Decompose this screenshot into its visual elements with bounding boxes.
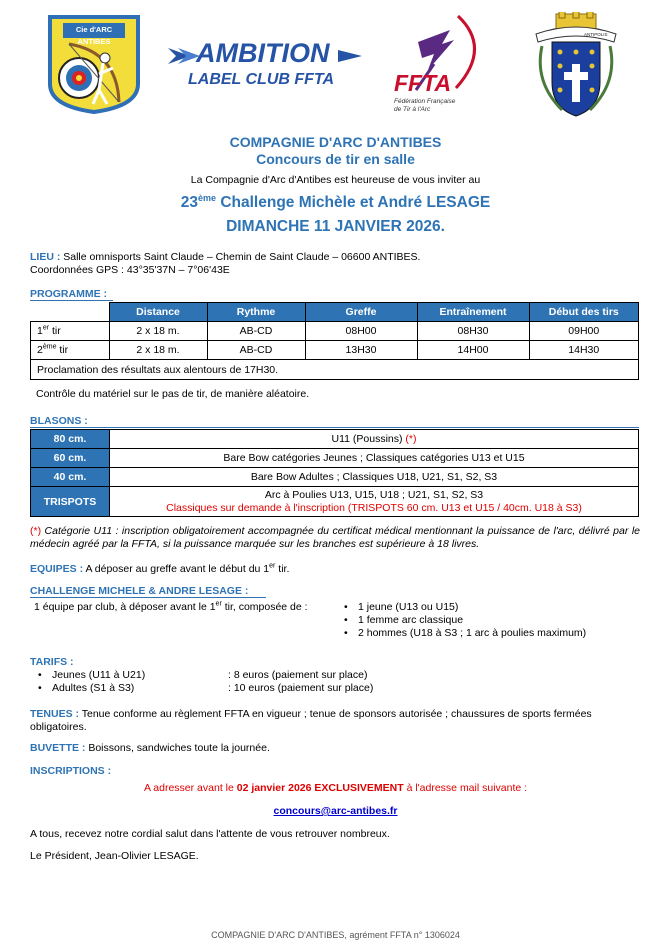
col-debut: Début des tirs — [529, 303, 639, 322]
tarif-price: : 8 euros (paiement sur place) — [228, 669, 368, 681]
blason-desc — [110, 487, 639, 517]
event-name: Challenge Michèle et André LESAGE — [216, 194, 491, 211]
buvette-label: BUVETTE : — [30, 742, 86, 754]
list-item: • Adultes (S1 à S3) — [38, 682, 145, 695]
tenues-label: TENUES : — [30, 708, 80, 720]
programme-table — [30, 302, 639, 380]
inscriptions-label: INSCRIPTIONS : — [30, 765, 112, 777]
edition-suffix: ème — [198, 192, 217, 203]
programme-corner-cell — [31, 303, 110, 322]
blason-size: 60 cm. — [31, 449, 110, 468]
col-rythme: Rythme — [207, 303, 305, 322]
cell-entrainement: 08H30 — [417, 322, 529, 341]
controle-text: Contrôle du matériel sur le pas de tir, de manière aléatoire. — [36, 388, 310, 400]
table-row — [31, 322, 639, 341]
programme-label: PROGRAMME : — [30, 288, 107, 300]
challenge-text: 1 équipe par club, à déposer avant le 1er tir, composée de : — [34, 600, 308, 613]
challenge-list — [344, 601, 586, 640]
ambition-title: AMBITION — [196, 38, 330, 68]
blason-row — [31, 449, 639, 468]
blason-row — [31, 487, 639, 517]
list-item: • 1 jeune (U13 ou U15) — [344, 601, 586, 614]
closing-salut: A tous, recevez notre cordial salut dans l'attente de vous retrouver nombreux. — [30, 828, 390, 840]
blason-row — [31, 468, 639, 487]
club-logo-text: Cie d'ARC ANTIBES — [75, 25, 113, 46]
lieu-line — [30, 251, 420, 264]
note-mark: (*) — [30, 525, 42, 537]
event-title — [0, 193, 671, 213]
proclamation-row — [31, 360, 639, 380]
blasons-table — [30, 429, 639, 517]
cell-greffe: 08H00 — [305, 322, 417, 341]
crest-text: ANTIPOLIS — [584, 32, 608, 37]
blason-row — [31, 430, 639, 449]
cell-entrainement: 14H00 — [417, 341, 529, 360]
footer-text: COMPAGNIE D'ARC D'ANTIBES, agrément FFTA n° 1306024 — [211, 930, 460, 940]
ffta-logo — [388, 12, 488, 117]
event-date: DIMANCHE 11 JANVIER 2026. — [226, 218, 445, 235]
blasons-divider — [30, 427, 639, 428]
u11-note — [30, 525, 640, 551]
cell-rythme: AB-CD — [207, 341, 305, 360]
note-text: Catégorie U11 : inscription obligatoirement accompagnée du certificat médical mentionnant la puissance de l'arc, délivré par le médecin agréé par la FFTA, si la puissance marquée sur les branches est supérieure à 18 livres. — [30, 525, 640, 550]
club-logo — [47, 14, 141, 114]
page-subtitle: Concours de tir en salle — [256, 151, 415, 167]
challenge-label: CHALLENGE MICHELE & ANDRE LESAGE : — [30, 585, 249, 597]
antibes-crest — [528, 12, 624, 118]
asterisk-mark: (*) — [405, 433, 417, 445]
blason-desc: U11 (Poussins) (*) — [110, 430, 639, 449]
buvette-line: BUVETTE : Boissons, sandwiches toute la journée. — [30, 742, 270, 754]
cell-greffe: 13H30 — [305, 341, 417, 360]
email-link[interactable]: concours@arc-antibes.fr — [273, 805, 398, 817]
tarifs-list — [38, 669, 145, 695]
ffta-sub2: de Tir à l'Arc — [394, 106, 431, 113]
ffta-name: FFTA — [394, 70, 452, 96]
trispots-main: Arc à Poulies U13, U15, U18 ; U21, S1, S2, S3 — [264, 488, 484, 501]
row-label: 2ème tir — [31, 341, 110, 360]
closing-signature: Le Président, Jean-Olivier LESAGE. — [30, 850, 199, 862]
edition-number: 23 — [180, 194, 199, 211]
equipes-line: EQUIPES : A déposer au greffe avant le début du 1er tir. — [30, 562, 290, 575]
blason-size: TRISPOTS — [31, 487, 110, 517]
cell-debut: 14H30 — [529, 341, 639, 360]
page-title: COMPAGNIE D'ARC D'ANTIBES — [229, 134, 442, 150]
table-row — [31, 341, 639, 360]
blason-desc: Bare Bow Adultes ; Classiques U18, U21, S1, S2, S3 — [110, 468, 639, 487]
list-item: • Jeunes (U11 à U21) — [38, 669, 145, 682]
blasons-label: BLASONS : — [30, 415, 88, 427]
col-greffe: Greffe — [305, 303, 417, 322]
tarif-price: : 10 euros (paiement sur place) — [228, 682, 374, 694]
cell-distance: 2 x 18 m. — [109, 341, 207, 360]
lieu-value: Salle omnisports Saint Claude – Chemin de Saint Claude – 06600 ANTIBES. — [60, 251, 421, 263]
col-entrainement: Entraînement — [417, 303, 529, 322]
challenge-divider — [30, 597, 266, 598]
ffta-sub1: Fédération Française — [394, 98, 456, 105]
blason-desc: Bare Bow catégories Jeunes ; Classiques catégories U13 et U15 — [110, 449, 639, 468]
equipes-label: EQUIPES : — [30, 563, 84, 575]
ambition-subtitle: LABEL CLUB FFTA — [188, 71, 335, 88]
programme-divider — [30, 300, 113, 301]
trispots-classiques: Classiques sur demande à l'inscription (TRISPOTS 60 cm. U13 et U15 / 40cm. U18 à S3) — [166, 501, 582, 514]
inscriptions-deadline: A adresser avant le 02 janvier 2026 EXCLUSIVEMENT à l'adresse mail suivante : — [143, 782, 528, 794]
col-distance: Distance — [109, 303, 207, 322]
cell-distance: 2 x 18 m. — [109, 322, 207, 341]
arrow-head-icon — [338, 46, 362, 66]
cell-debut: 09H00 — [529, 322, 639, 341]
programme-header-row — [31, 303, 639, 322]
lieu-label: LIEU : — [30, 251, 61, 263]
list-item: • 1 femme arc classique — [344, 614, 586, 627]
blason-size: 80 cm. — [31, 430, 110, 449]
gps-line: Coordonnées GPS : 43°35'37N – 7°06'43E — [30, 264, 230, 276]
proclamation-cell: Proclamation des résultats aux alentours de 17H30. — [31, 360, 639, 380]
email-row — [0, 805, 671, 818]
invite-text: La Compagnie d'Arc d'Antibes est heureuse de vous inviter au — [190, 174, 481, 186]
blason-size: 40 cm. — [31, 468, 110, 487]
cell-rythme: AB-CD — [207, 322, 305, 341]
ambition-logo — [168, 38, 358, 98]
row-label: 1er tir — [31, 322, 110, 341]
tarifs-label: TARIFS : — [30, 656, 74, 668]
list-item: • 2 hommes (U18 à S3 ; 1 arc à poulies maximum) — [344, 627, 586, 640]
tenues-text: TENUES : Tenue conforme au règlement FFTA en vigueur ; tenue de sponsors autorisée ; chaussures de sports fermées obligatoires. — [30, 708, 592, 733]
